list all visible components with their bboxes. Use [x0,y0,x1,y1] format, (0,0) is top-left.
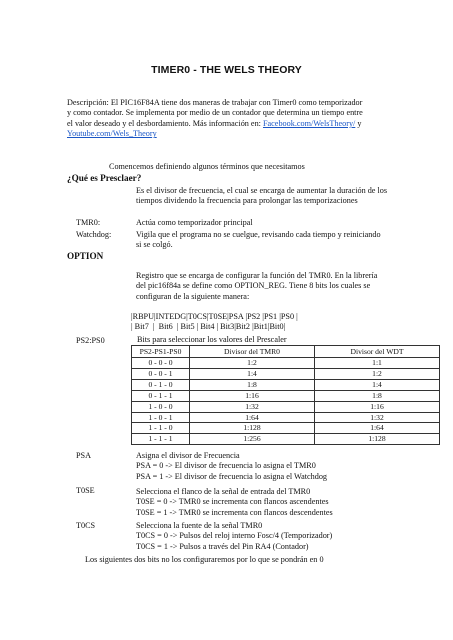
presclaer-heading: ¿Qué es Presclaer? [67,173,142,183]
option-bits-names: |RBPU|INTEDG|T0CS|T0SE|PSA |PS2 |PS1 |PS0 | [131,312,298,321]
table-cell: 1:128 [190,423,315,434]
table-cell: 0 - 0 - 1 [132,368,190,379]
table-cell: 1:32 [315,412,440,423]
psa-line: Asigna el divisor de Frecuencia [136,451,240,460]
psa-label: PSA [76,451,92,460]
page-title: TIMER0 - THE WELS THEORY [151,64,302,76]
option-definition: Registro que se encarga de configurar la función del TMR0. En la librería del pic16f84a se define como OPTION_REG. Tiene 8 bits los cuales se configuran de la siguiente manera: [136,271,378,301]
table-cell: 1 - 1 - 0 [132,423,190,434]
table-cell: 1:64 [190,412,315,423]
description-paragraph [67,98,367,140]
t0se-line: T0SE = 1 -> TMR0 se incrementa con flancos descendentes [136,507,333,517]
prescaler-table [131,345,440,445]
watchdog-definition: Vigila que el programa no se cuelgue, revisando cada tiempo y reiniciando si se colgó. [136,230,381,250]
table-cell: 1:16 [190,390,315,401]
watchdog-label: Watchdog: [76,230,112,239]
option-bits-numbers: | Bit7 | Bit6 | Bit5 | Bit4 | Bit3|Bit2 |Bit1|Bit0| [131,322,286,331]
table-cell: 1:8 [315,390,440,401]
table-row [132,401,440,412]
table-cell: 1:64 [315,423,440,434]
table-row [132,390,440,401]
table-row [132,434,440,445]
tmr0-definition: Actúa como temporizador principal [136,218,253,227]
table-cell: 1:128 [315,434,440,445]
t0se-line: Selecciona el flanco de la señal de entrada del TMR0 [136,487,311,496]
table-row [132,358,440,369]
t0cs-description [136,521,332,552]
table-row [132,412,440,423]
description-joiner: y [355,118,362,128]
table-cell: 1 - 1 - 1 [132,434,190,445]
t0cs-line: T0CS = 1 -> Pulsos a través del Pin RA4 (Contador) [136,541,309,551]
t0cs-line: T0CS = 0 -> Pulsos del reloj interno Fosc/4 (Temporizador) [136,531,333,541]
table-cell: 1:16 [315,401,440,412]
presclaer-definition: Es el divisor de frecuencia, el cual se encarga de aumentar la duración de los tiempos dividendo la frecuencia para prolongar las temporizaciones [136,186,388,206]
table-cell: 1:2 [190,358,315,369]
table-header: Divisor del TMR0 [190,346,315,358]
youtube-link[interactable]: Youtube.com/Wels_Theory [67,129,157,139]
table-row [132,368,440,379]
psa-line: PSA = 0 -> El divisor de frecuencia lo asigna el TMR0 [136,461,316,471]
table-header-row [132,346,440,358]
table-cell: 1:256 [190,434,315,445]
t0se-line: T0SE = 0 -> TMR0 se incrementa con flancos ascendentes [136,497,329,507]
table-cell: 1 - 0 - 0 [132,401,190,412]
t0cs-label: T0CS [76,521,96,530]
description-text: Descripción: El PIC16F84A tiene dos maneras de trabajar con Timer0 como temporizador y como contador. Se implementa por medio de un contador que determina un tiempo entre el valor deseado y el desbordamiento. Más información en: [67,98,363,128]
table-cell: 1:8 [190,379,315,390]
footer-note: Los siguientes dos bits no los configuraremos por lo que se pondrán en 0 [85,555,324,564]
table-cell: 0 - 0 - 0 [132,358,190,369]
psa-description [136,451,327,482]
table-cell: 1:1 [315,358,440,369]
table-header: PS2-PS1-PS0 [132,346,190,358]
ps-label: PS2:PS0 [76,336,105,345]
table-cell: 0 - 1 - 0 [132,379,190,390]
t0se-label: T0SE [76,486,95,495]
t0cs-line: Selecciona la fuente de la señal TMR0 [136,521,263,530]
table-row [132,379,440,390]
table-cell: 1:4 [315,379,440,390]
table-cell: 1:32 [190,401,315,412]
table-cell: 0 - 1 - 1 [132,390,190,401]
table-row [132,423,440,434]
intro-text: Comencemos definiendo algunos términos que necesitamos [109,162,305,171]
option-heading: OPTION [67,251,104,261]
ps-caption: Bits para seleccionar los valores del Prescaler [137,335,287,344]
table-header: Divisor del WDT [315,346,440,358]
psa-line: PSA = 1 -> El divisor de frecuencia lo asigna el Watchdog [136,471,328,481]
t0se-description [136,487,333,518]
table-cell: 1:4 [190,368,315,379]
facebook-link[interactable]: Facebook.com/WelsTheory/ [262,118,356,128]
tmr0-label: TMR0: [76,218,101,227]
table-cell: 1 - 0 - 1 [132,412,190,423]
table-cell: 1:2 [315,368,440,379]
